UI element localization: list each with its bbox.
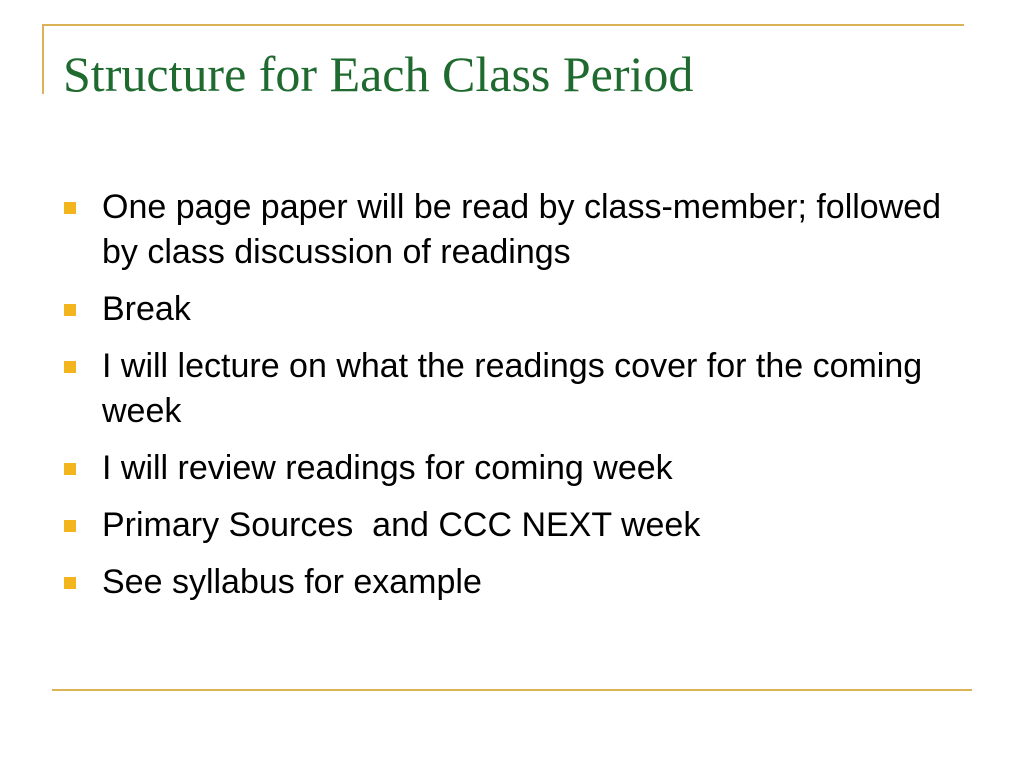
- square-bullet-icon: [64, 202, 76, 214]
- square-bullet-icon: [64, 463, 76, 475]
- left-frame-line: [42, 24, 44, 94]
- slide-title: Structure for Each Class Period: [63, 46, 694, 102]
- bullet-item: [64, 344, 944, 434]
- bullet-item: [64, 503, 944, 548]
- bullet-item: [64, 446, 944, 491]
- top-frame-line: [42, 24, 964, 26]
- bullet-text: See syllabus for example: [102, 563, 482, 601]
- bullet-text: One page paper will be read by class-member; followed by class discussion of readings: [102, 188, 942, 271]
- bullet-text: I will lecture on what the readings cover for the coming week: [102, 347, 923, 430]
- bullet-item: [64, 287, 944, 332]
- bullet-text: Primary Sources and CCC NEXT week: [102, 506, 701, 544]
- bottom-divider: [52, 689, 972, 691]
- bullet-text: Break: [102, 290, 191, 328]
- bullet-list: [64, 185, 944, 617]
- bullet-text: I will review readings for coming week: [102, 449, 673, 487]
- square-bullet-icon: [64, 577, 76, 589]
- bullet-item: [64, 185, 944, 275]
- square-bullet-icon: [64, 361, 76, 373]
- square-bullet-icon: [64, 304, 76, 316]
- square-bullet-icon: [64, 520, 76, 532]
- bullet-item: [64, 560, 944, 605]
